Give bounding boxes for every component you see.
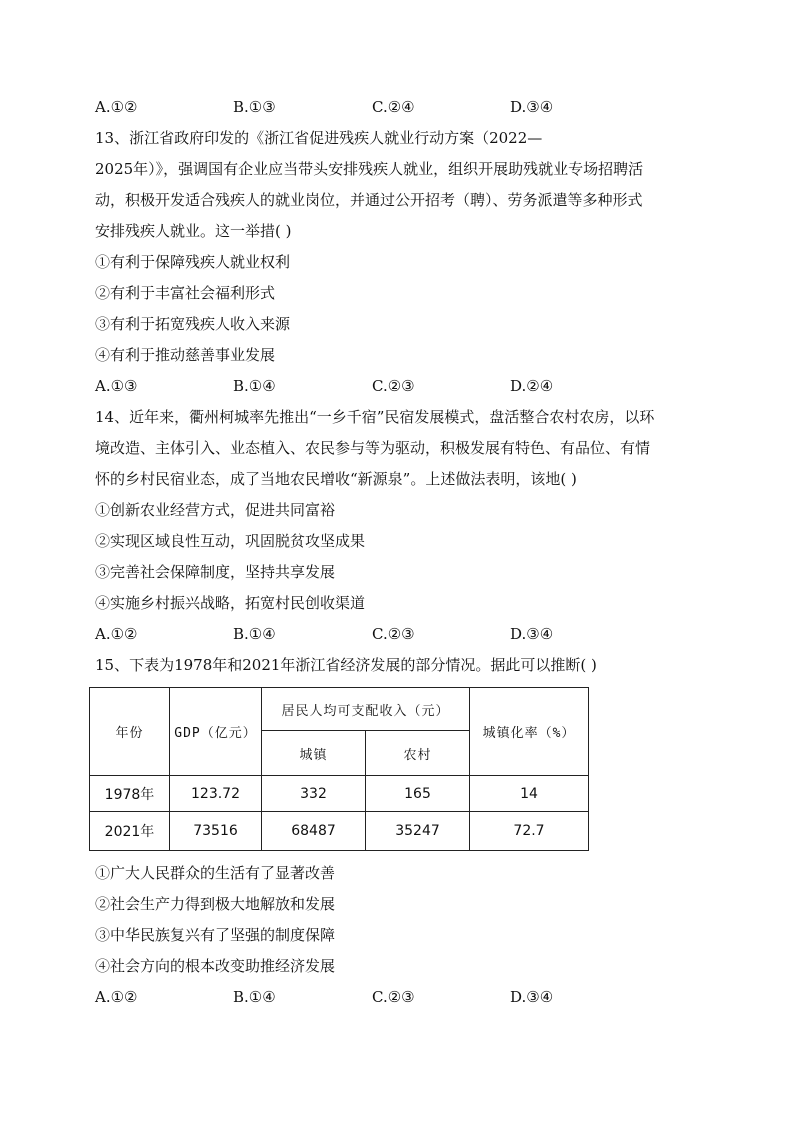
q15-statement-3: ③中华民族复兴有了坚强的制度保障 <box>95 926 336 944</box>
q13-option-a[interactable]: A.①③ <box>95 377 138 395</box>
table-row <box>90 812 589 851</box>
q15-option-c[interactable]: C.②③ <box>372 988 415 1006</box>
urbanization-cell: 14 <box>470 776 589 812</box>
q14-stem-line-2: 境改造、主体引入、业态植入、农民参与等为驱动，积极发展有特色、有品位、有情 <box>95 439 651 457</box>
q14-statement-3: ③完善社会保障制度，坚持共享发展 <box>95 563 336 581</box>
q13-stem-line-1: 13、浙江省政府印发的《浙江省促进残疾人就业行动方案（2022— <box>95 129 543 147</box>
q14-option-a[interactable]: A.①② <box>95 625 138 643</box>
rural-income-cell: 165 <box>366 776 470 812</box>
rural-income-header: 农村 <box>366 731 470 776</box>
urban-income-header: 城镇 <box>262 731 366 776</box>
q12-option-a[interactable]: A.①② <box>95 98 138 116</box>
q14-option-d[interactable]: D.③④ <box>510 625 554 643</box>
table-header-row <box>90 688 589 731</box>
gdp-cell: 123.72 <box>170 776 262 812</box>
q13-statement-4: ④有利于推动慈善事业发展 <box>95 346 276 364</box>
q14-options <box>95 624 705 644</box>
q12-option-b[interactable]: B.①③ <box>233 98 276 116</box>
rural-income-cell: 35247 <box>366 812 470 851</box>
q14-statement-2: ②实现区域良性互动，巩固脱贫攻坚成果 <box>95 532 366 550</box>
q14-statement-4: ④实施乡村振兴战略，拓宽村民创收渠道 <box>95 594 366 612</box>
q15-options <box>95 987 705 1007</box>
q15-stem-line-1: 15、下表为1978年和2021年浙江省经济发展的部分情况。据此可以推断( ) <box>95 656 597 674</box>
urbanization-cell: 72.7 <box>470 812 589 851</box>
q13-statement-1: ①有利于保障残疾人就业权利 <box>95 253 291 271</box>
q13-stem-line-4: 安排残疾人就业。这一举措( ) <box>95 222 292 240</box>
year-header: 年份 <box>90 688 170 776</box>
q13-stem-line-3: 动，积极开发适合残疾人的就业岗位，并通过公开招考（聘）、劳务派遣等多种形式 <box>95 191 643 209</box>
q12-option-c[interactable]: C.②④ <box>372 98 415 116</box>
q15-option-d[interactable]: D.③④ <box>510 988 554 1006</box>
q13-statement-3: ③有利于拓宽残疾人收入来源 <box>95 315 291 333</box>
q12-option-d[interactable]: D.③④ <box>510 98 554 116</box>
q15-option-b[interactable]: B.①④ <box>233 988 276 1006</box>
q14-stem-line-1: 14、近年来，衢州柯城率先推出“一乡千宿”民宿发展模式，盘活整合农村农房，以环 <box>95 408 655 426</box>
q14-statement-1: ①创新农业经营方式，促进共同富裕 <box>95 501 336 519</box>
gdp-header: GDP（亿元） <box>170 688 262 776</box>
urbanization-header: 城镇化率（%） <box>470 688 589 776</box>
q15-option-a[interactable]: A.①② <box>95 988 138 1006</box>
q15-statement-2: ②社会生产力得到极大地解放和发展 <box>95 895 336 913</box>
year-cell: 1978年 <box>90 776 170 812</box>
q15-statement-4: ④社会方向的根本改变助推经济发展 <box>95 957 336 975</box>
urban-income-cell: 332 <box>262 776 366 812</box>
q13-option-c[interactable]: C.②③ <box>372 377 415 395</box>
gdp-cell: 73516 <box>170 812 262 851</box>
q13-statement-2: ②有利于丰富社会福利形式 <box>95 284 276 302</box>
urban-income-cell: 68487 <box>262 812 366 851</box>
table-row <box>90 776 589 812</box>
q14-stem-line-3: 怀的乡村民宿业态，成了当地农民增收“新源泉”。上述做法表明，该地( ) <box>95 470 577 488</box>
q13-option-b[interactable]: B.①④ <box>233 377 276 395</box>
q14-option-c[interactable]: C.②③ <box>372 625 415 643</box>
q13-option-d[interactable]: D.②④ <box>510 377 554 395</box>
q14-option-b[interactable]: B.①④ <box>233 625 276 643</box>
q13-options <box>95 376 705 396</box>
q12-options <box>95 97 705 117</box>
economic-data-table <box>89 687 589 851</box>
q15-statement-1: ①广大人民群众的生活有了显著改善 <box>95 864 336 882</box>
year-cell: 2021年 <box>90 812 170 851</box>
income-header: 居民人均可支配收入（元） <box>262 688 470 731</box>
q13-stem-line-2: 2025年）》，强调国有企业应当带头安排残疾人就业，组织开展助残就业专场招聘活 <box>95 160 644 178</box>
